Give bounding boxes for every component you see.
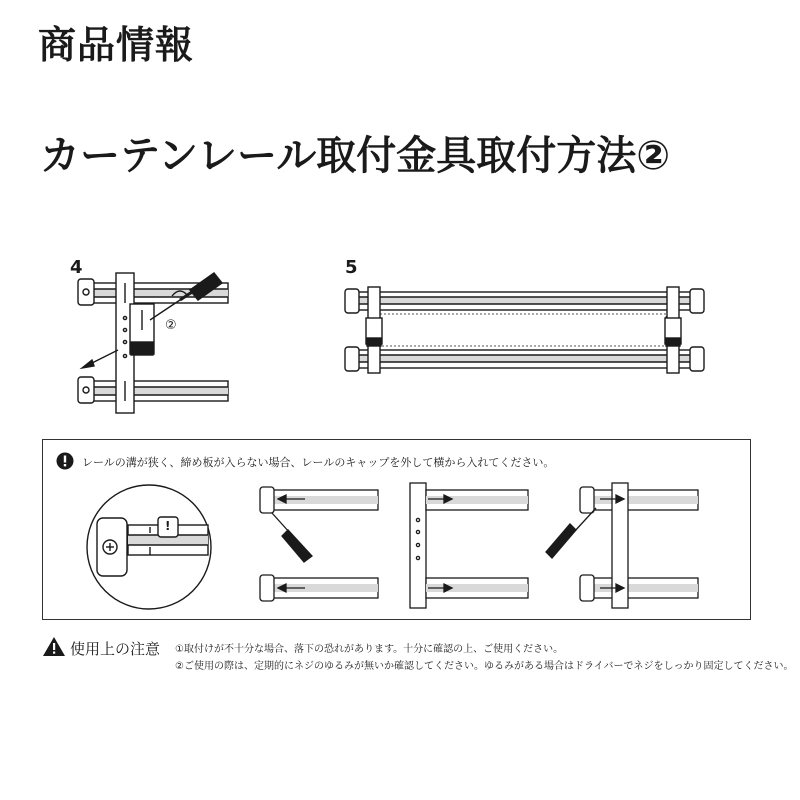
caution-label: 使用上の注意 — [70, 640, 161, 658]
page-title: カーテンレール取付金具取付方法② — [40, 133, 671, 179]
section-title: 商品情報 — [38, 23, 195, 67]
warning-triangle-icon — [42, 636, 66, 658]
step-4-callout: ② — [165, 318, 177, 333]
step-4-number: 4 — [70, 257, 83, 278]
note-text: レールの溝が狭く、締め板が入らない場合、レールのキャップを外して横から入れてください。 — [82, 456, 555, 469]
caution-line-1: ①取付けが不十分な場合、落下の恐れがあります。十分に確認の上、ご使用ください。 — [175, 644, 564, 655]
note-callout-mark: ! — [165, 519, 171, 533]
step-5-number: 5 — [345, 257, 358, 278]
caution-line-2: ②ご使用の際は、定期的にネジのゆるみが無いか確認してください。ゆるみがある場合はドライバーでネジをしっかり固定してください。 — [175, 661, 794, 672]
